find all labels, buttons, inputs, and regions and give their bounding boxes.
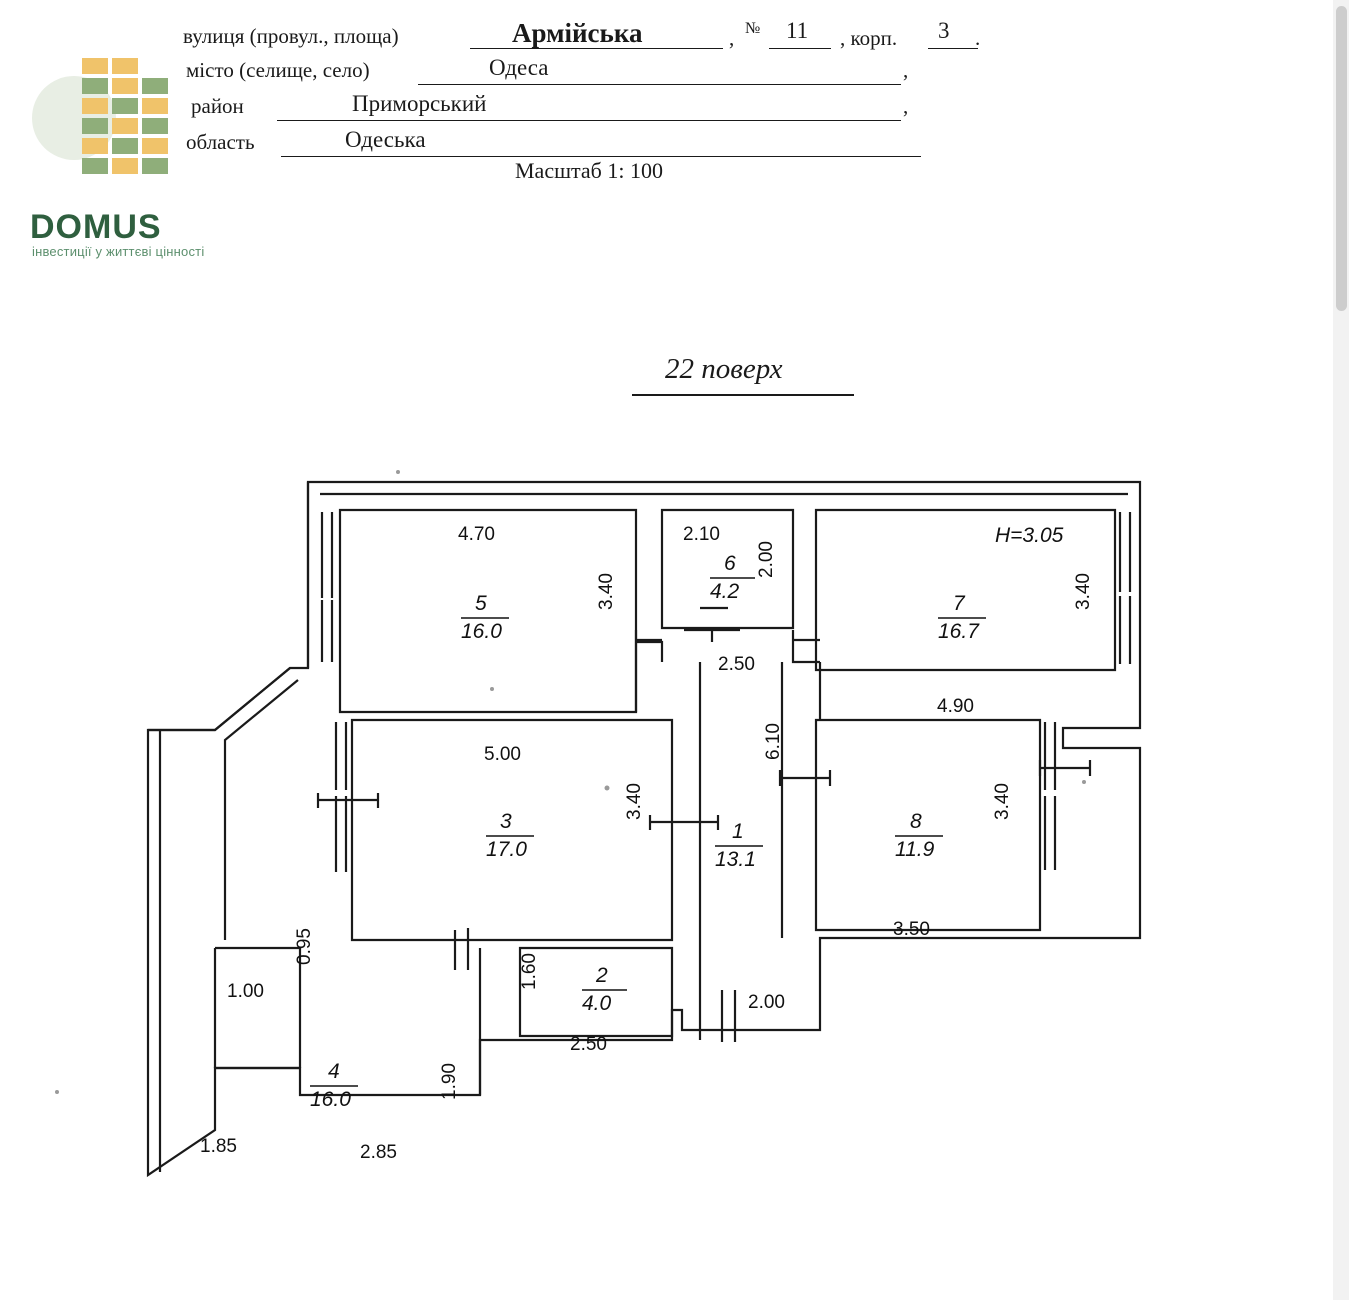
floor-title-underline (632, 394, 854, 396)
dim-3-40-a: 3.40 (596, 573, 617, 610)
dim-2-00-a: 2.00 (756, 541, 777, 578)
city-comma: , (903, 58, 909, 82)
room-label-6 (710, 552, 755, 603)
house-comma: , (729, 26, 735, 50)
city-value: Одеса (489, 55, 549, 80)
room-label-1 (715, 820, 763, 871)
logo-block-13 (112, 138, 138, 154)
house-value: 11 (786, 18, 809, 43)
logo-block-11 (142, 118, 168, 134)
floor-plan (0, 430, 1200, 1230)
dim-2-00-b: 2.00 (748, 992, 785, 1013)
dim-0-95: 0.95 (294, 928, 315, 965)
region-label: область (186, 130, 255, 154)
svg-text:4.2: 4.2 (710, 580, 740, 603)
ceiling-height-label: H=3.05 (995, 524, 1064, 547)
logo-block-8 (142, 98, 168, 114)
logo-block-5 (142, 78, 168, 94)
district-value: Приморський (352, 91, 487, 116)
logo-block-10 (112, 118, 138, 134)
room-label-5 (461, 592, 509, 643)
dim-4-70: 4.70 (458, 524, 495, 545)
region-rule (281, 156, 921, 157)
scrollbar-thumb[interactable] (1336, 6, 1347, 311)
svg-text:4: 4 (328, 1060, 340, 1083)
svg-text:11.9: 11.9 (895, 838, 935, 861)
scale-label: Масштаб 1: 100 (515, 158, 663, 183)
svg-text:6: 6 (724, 552, 736, 575)
domus-logo (20, 40, 250, 259)
dim-3-50: 3.50 (893, 919, 930, 940)
region-value: Одеська (345, 127, 426, 152)
svg-text:16.0: 16.0 (461, 620, 502, 643)
city-rule (418, 84, 901, 85)
building-label: , корп. (840, 26, 898, 50)
dim-3-40-d: 3.40 (992, 783, 1013, 820)
district-label: район (191, 94, 244, 118)
dim-2-50-b: 2.50 (570, 1034, 607, 1055)
building-dot: . (975, 26, 981, 50)
svg-text:8: 8 (910, 810, 922, 833)
dim-1-00: 1.00 (227, 981, 264, 1002)
district-rule (277, 120, 901, 121)
svg-text:3: 3 (500, 810, 512, 833)
logo-block-15 (82, 158, 108, 174)
svg-text:2: 2 (596, 964, 608, 987)
building-rule (928, 48, 978, 49)
district-comma: , (903, 94, 909, 118)
house-rule (769, 48, 831, 49)
logo-block-6 (82, 98, 108, 114)
logo-block-17 (142, 158, 168, 174)
dim-2-50-a: 2.50 (718, 654, 755, 675)
logo-block-4 (112, 78, 138, 94)
dim-3-40-c: 3.40 (624, 783, 645, 820)
dim-3-40-b: 3.40 (1073, 573, 1094, 610)
logo-block-1 (82, 58, 108, 74)
logo-block-14 (142, 138, 168, 154)
svg-text:7: 7 (953, 592, 965, 615)
dim-2-85: 2.85 (360, 1142, 397, 1163)
logo-block-9 (82, 118, 108, 134)
logo-block-7 (112, 98, 138, 114)
house-label: № (745, 20, 761, 37)
street-value: Армійська (512, 18, 643, 48)
logo-wordmark: DOMUS (30, 208, 162, 246)
logo-block-3 (82, 78, 108, 94)
svg-text:5: 5 (475, 592, 487, 615)
city-label: місто (селище, село) (186, 58, 370, 82)
dim-5-00: 5.00 (484, 744, 521, 765)
svg-text:4.0: 4.0 (582, 992, 612, 1015)
street-label: вулиця (провул., площа) (183, 24, 399, 48)
logo-block-12 (82, 138, 108, 154)
logo-block-16 (112, 158, 138, 174)
dim-1-85: 1.85 (200, 1136, 237, 1157)
svg-text:16.7: 16.7 (938, 620, 979, 643)
dim-1-90: 1.90 (439, 1063, 460, 1100)
svg-text:1: 1 (732, 820, 744, 843)
dim-4-90: 4.90 (937, 696, 974, 717)
logo-block-2 (112, 58, 138, 74)
svg-text:17.0: 17.0 (486, 838, 527, 861)
building-value: 3 (938, 18, 950, 43)
dim-1-60: 1.60 (519, 953, 540, 990)
svg-text:13.1: 13.1 (715, 848, 756, 871)
room-label-7 (938, 592, 986, 643)
logo-tagline: інвестиції у життєві цінності (32, 244, 205, 259)
dim-2-10: 2.10 (683, 524, 720, 545)
svg-text:16.0: 16.0 (310, 1088, 351, 1111)
room-label-3 (486, 810, 534, 861)
floor-title: 22 поверх (665, 353, 783, 385)
dim-6-10: 6.10 (763, 723, 784, 760)
room-label-4 (310, 1060, 358, 1111)
room-label-2 (582, 964, 627, 1015)
scrollbar-track[interactable] (1333, 0, 1349, 1300)
room-label-8 (895, 810, 943, 861)
